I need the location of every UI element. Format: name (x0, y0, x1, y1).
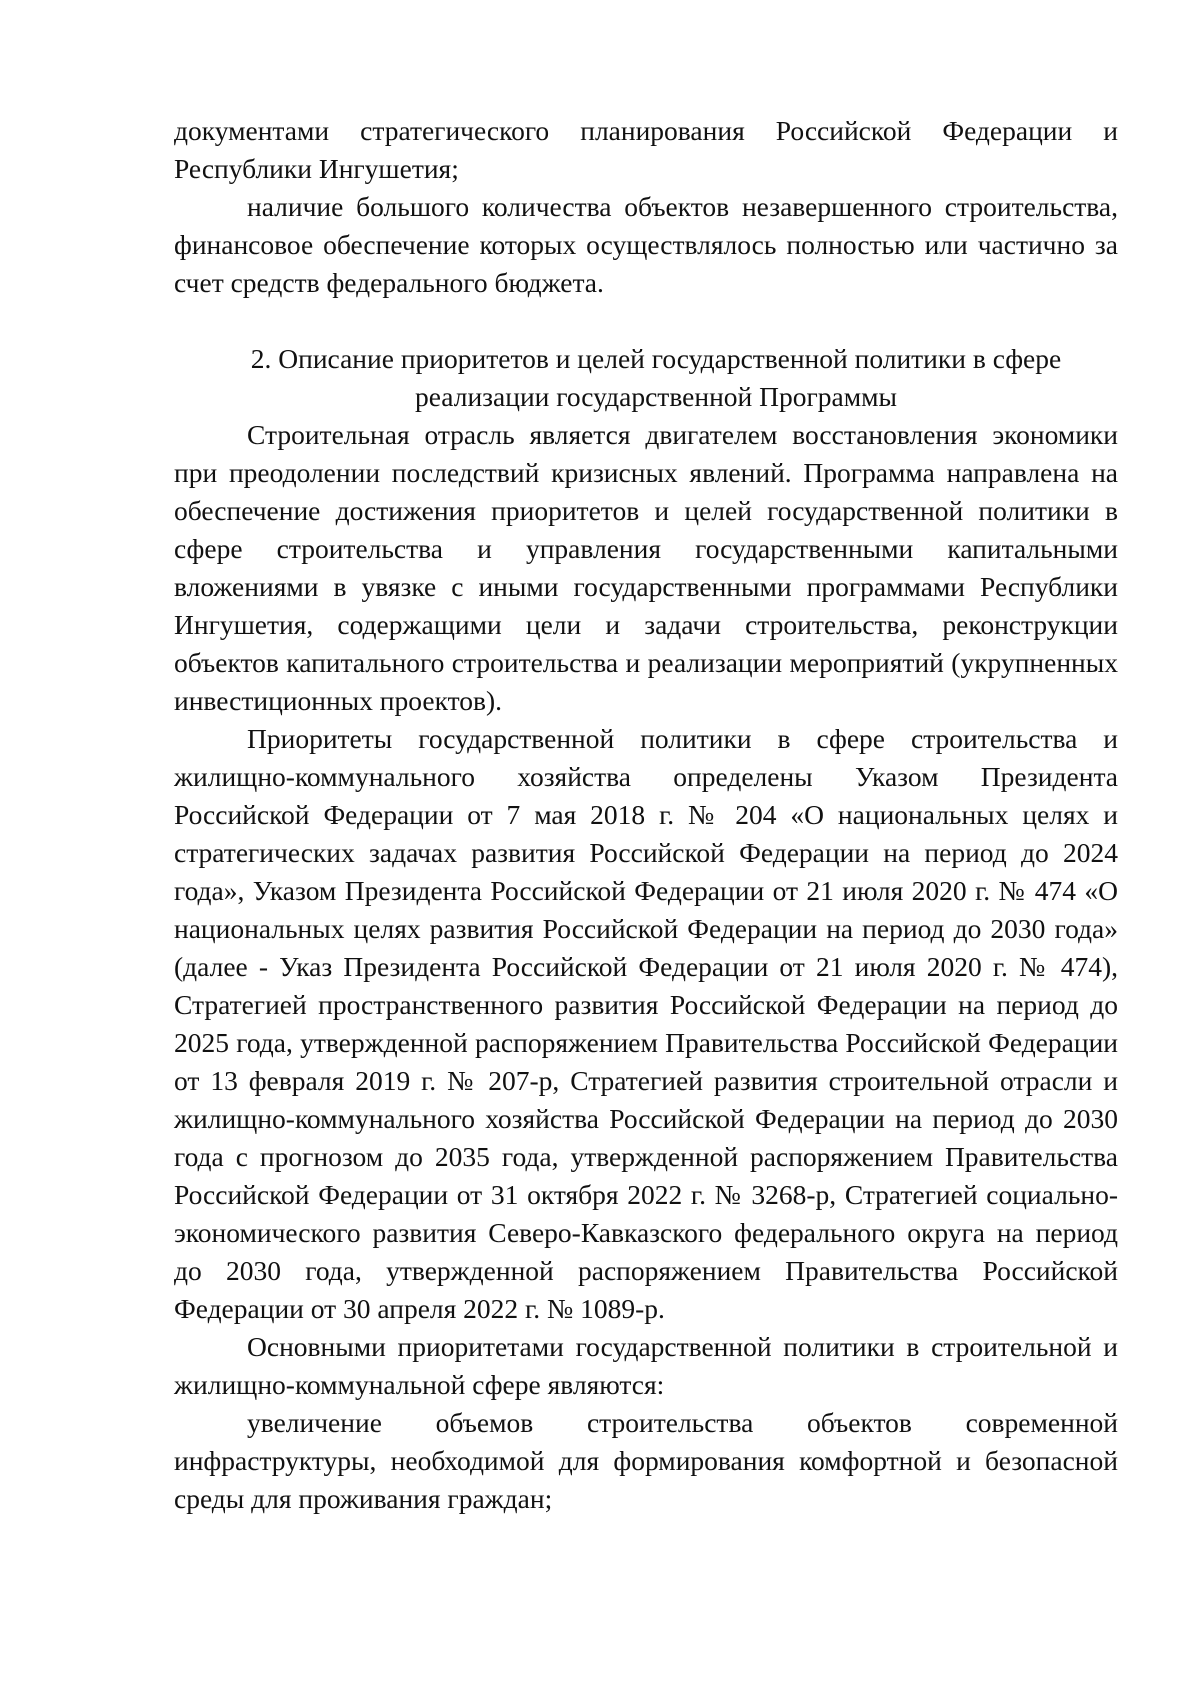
section-heading: 2. Описание приоритетов и целей государственной политики в сфере реализации государственной Программы (250, 343, 1062, 412)
paragraph-strategic-docs: документами стратегического планирования Российской Федерации и Республики Ингушетия; (174, 115, 1118, 184)
paragraph-policy-priorities: Приоритеты государственной политики в сфере строительства и жилищно-коммунального хозяйства определены Указом Президента Российской Федерации от 7 мая 2018 г. № 204 «О национальных целях и стратегических задачах развития Российской Федерации на период до 2024 года», Указом Президента Российской Федерации от 21 июля 2020 г. № 474 «О национальных целях развития Российской Федерации на период до 2030 года» (далее - Указ Президента Российской Федерации от 21 июля 2020 г. № 474), Стратегией пространственного развития Российской Федерации на период до 2025 года, утвержденной распоряжением Правительства Российской Федерации от 13 февраля 2019 г. № 207-р, Стратегией развития строительной отрасли и жилищно-коммунального хозяйства Российской Федерации на период до 2030 года с прогнозом до 2035 года, утвержденной распоряжением Правительства Российской Федерации от 31 октября 2022 г. № 3268-р, Стратегией социально-экономического развития Северо-Кавказского федерального округа на период до 2030 года, утвержденной распоряжением Правительства Российской Федерации от 30 апреля 2022 г. № 1089-р. (174, 723, 1118, 1324)
document-body (174, 112, 1118, 1518)
paragraph-unfinished-construction: наличие большого количества объектов незавершенного строительства, финансовое обеспечение которых осуществлялось полностью или частично за счет средств федерального бюджета. (174, 191, 1118, 298)
paragraph-construction-industry: Строительная отрасль является двигателем восстановления экономики при преодолении последствий кризисных явлений. Программа направлена на обеспечение достижения приоритетов и целей государственной политики в сфере строительства и управления государственными капитальными вложениями в увязке с иными государственными программами Республики Ингушетия, содержащими цели и задачи строительства, реконструкции объектов капитального строительства и реализации мероприятий (укрупненных инвестиционных проектов). (174, 419, 1118, 716)
paragraph-infrastructure-increase: увеличение объемов строительства объектов современной инфраструктуры, необходимой для формирования комфортной и безопасной среды для проживания граждан; (174, 1407, 1118, 1514)
paragraph-main-priorities: Основными приоритетами государственной политики в строительной и жилищно-коммунальной сфере являются: (174, 1331, 1118, 1400)
